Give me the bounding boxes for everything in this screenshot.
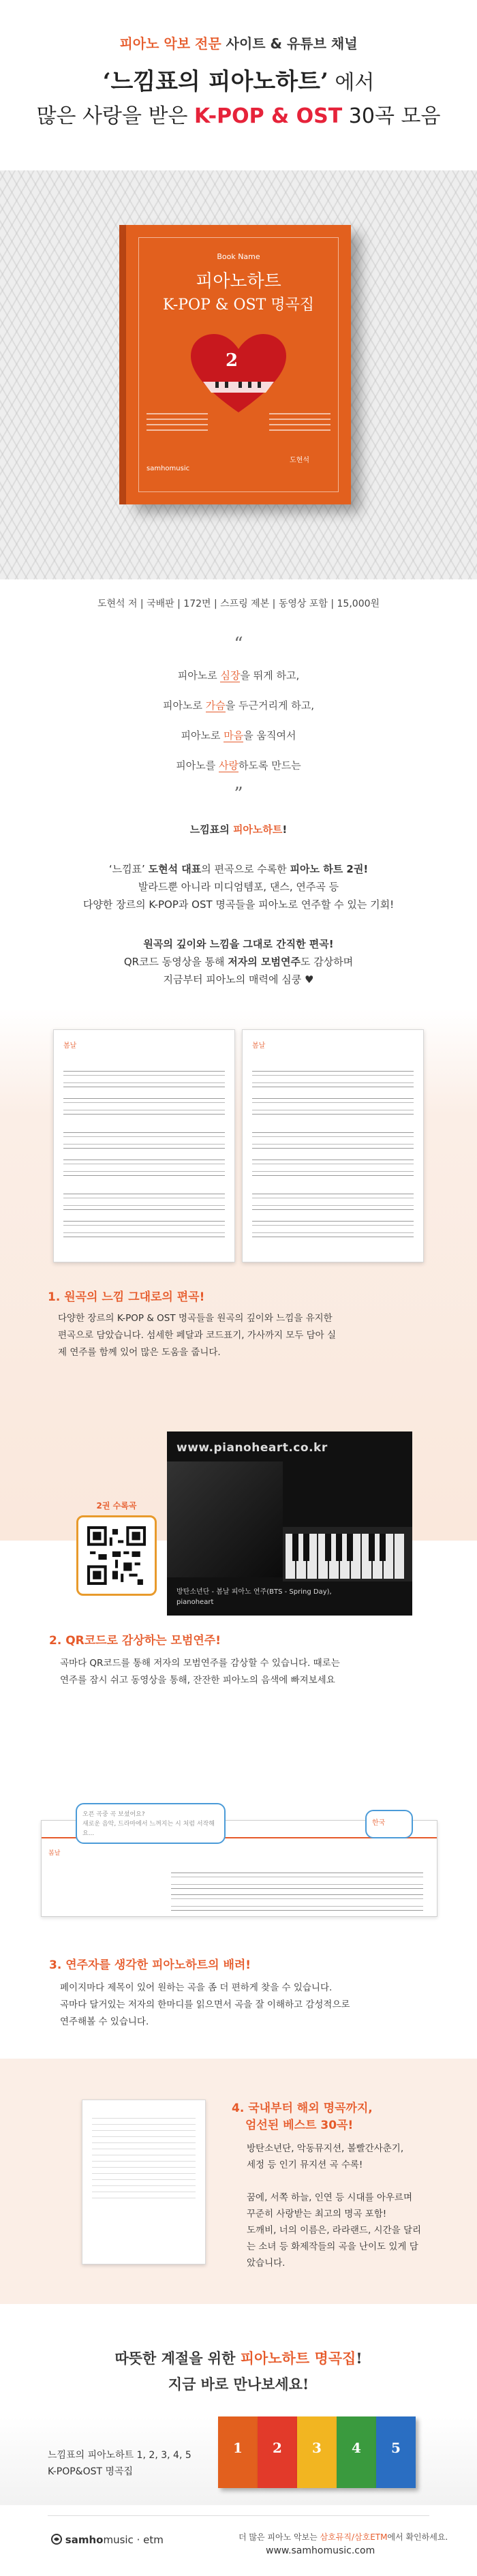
header-subtitle-key: 피아노 악보 전문 bbox=[119, 35, 221, 52]
footer-text: 더 많은 피아노 악보는 bbox=[238, 2532, 320, 2542]
series-book[interactable] bbox=[218, 2416, 258, 2488]
quote-line bbox=[0, 728, 477, 742]
section-line: 연주를 잠시 쉬고 동영상을 통해, 잔잔한 피아노의 음색에 빠져보세요 bbox=[60, 1675, 335, 1686]
book-subtitle: K-POP & OST 명곡집 bbox=[162, 297, 314, 314]
intro-text: QR코드 동영상을 통해 bbox=[123, 956, 228, 968]
sheet-tag: 봄날 bbox=[252, 1042, 266, 1050]
footer-url-link[interactable]: www.samhomusic.com bbox=[266, 2545, 375, 2556]
book-small-label: Book Name bbox=[217, 252, 260, 261]
section-1-title: 1. 원곡의 느낌 그대로의 편곡! bbox=[48, 1290, 205, 1304]
book-publisher-logo: samhomusic bbox=[147, 465, 190, 472]
sheet-music-preview bbox=[242, 1029, 424, 1262]
section-line: 는 소녀 등 화제작들의 곡을 난이도 있게 담 bbox=[247, 2241, 418, 2252]
music-staff bbox=[63, 1194, 225, 1210]
video-thumbnail[interactable] bbox=[167, 1431, 412, 1616]
footer-logo-b: music · etm bbox=[103, 2534, 164, 2546]
table-of-contents-preview bbox=[82, 2100, 206, 2264]
qr-code-icon bbox=[87, 1526, 146, 1585]
section-line: 꿈에, 서쪽 하늘, 인연 등 시대를 아우르며 bbox=[247, 2192, 412, 2203]
music-staff bbox=[252, 1160, 414, 1176]
series-book-number: 3 bbox=[312, 2440, 322, 2456]
footer-logo[interactable] bbox=[51, 2534, 164, 2546]
samho-logo-icon bbox=[51, 2534, 62, 2545]
quote-line-post: 을 뛰게 하고, bbox=[240, 669, 300, 682]
closing-text: 따뜻한 계절을 위한 bbox=[114, 2350, 241, 2367]
series-line: K-POP&OST 명곡집 bbox=[48, 2466, 134, 2477]
section-line: 도깨비, 너의 이름은, 라라랜드, 시간을 달리 bbox=[247, 2225, 422, 2236]
phone-screen bbox=[167, 1461, 283, 1577]
video-caption-line: pianoheart bbox=[176, 1598, 214, 1606]
quote-close-mark: ” bbox=[234, 784, 243, 804]
section-line: 세정 등 인기 뮤지션 곡 수록! bbox=[247, 2160, 363, 2170]
music-staff bbox=[63, 1132, 225, 1149]
section-4-body bbox=[247, 2140, 444, 2271]
music-staff bbox=[252, 1194, 414, 1210]
quote-final-pre: 느낌표의 bbox=[189, 823, 233, 836]
footer-highlight: 삼호뮤직/삼호ETM bbox=[320, 2532, 388, 2542]
book-cover[interactable] bbox=[126, 225, 351, 504]
quote-line-pre: 피아노로 bbox=[177, 669, 221, 682]
quote-final-key: 피아노하트 bbox=[232, 823, 283, 836]
series-book[interactable] bbox=[297, 2416, 337, 2488]
section-line: 곡마다 달거있는 저자의 한마디를 읽으면서 곡을 잘 이해하고 감성적으로 bbox=[60, 1999, 350, 2010]
music-staff bbox=[171, 1894, 423, 1911]
quote-line-key: 마음 bbox=[224, 729, 244, 742]
closing-line-1 bbox=[0, 2348, 477, 2368]
quote-line-pre: 피아노를 bbox=[176, 759, 219, 772]
intro-text: 도 감상하며 bbox=[300, 956, 354, 968]
header-line2-a: 많은 사랑을 받은 bbox=[36, 104, 195, 128]
music-staff bbox=[252, 1071, 414, 1087]
header-title bbox=[0, 63, 477, 96]
header-subtitle-rest: 사이트 & 유튜브 채널 bbox=[221, 35, 358, 52]
series-book[interactable] bbox=[258, 2416, 297, 2488]
series-book-number: 1 bbox=[233, 2440, 243, 2456]
quote-line-pre: 피아노로 bbox=[181, 729, 224, 742]
intro-highlight: 피아노 하트 2권! bbox=[290, 863, 369, 875]
intro-text: ‘느낌표’ bbox=[108, 863, 149, 875]
music-staff bbox=[252, 1132, 414, 1149]
section-4-title-line: 엄선된 베스트 30곡! bbox=[245, 2119, 354, 2132]
section-line: 방탄소년단, 악동뮤지션, 볼빨간사춘기, bbox=[247, 2143, 404, 2154]
series-book-number: 4 bbox=[352, 2440, 361, 2456]
header-title-tail: 에서 bbox=[328, 71, 375, 95]
video-caption-line: 방탄소년단 - 봄날 피아노 연주(BTS - Spring Day), bbox=[176, 1588, 332, 1596]
section-line: 제 연주를 함께 있어 많은 도움을 줍니다. bbox=[58, 1347, 221, 1358]
book-tracklist-left bbox=[147, 409, 208, 435]
series-line: 느낌표의 피아노하트 1, 2, 3, 4, 5 bbox=[48, 2450, 191, 2461]
section-line: 연주해볼 수 있습니다. bbox=[60, 2016, 149, 2027]
bubble-line: 오픈 곡중 곡 보셨어요? bbox=[82, 1811, 145, 1818]
photo-url: www.pianoheart.co.kr bbox=[176, 1441, 328, 1455]
closing-line-2: 지금 바로 만나보세요! bbox=[168, 2376, 309, 2393]
music-staff bbox=[63, 1221, 225, 1237]
quote-line-key: 가슴 bbox=[205, 699, 226, 712]
video-caption bbox=[176, 1587, 332, 1607]
music-staff bbox=[63, 1160, 225, 1176]
quote-line bbox=[0, 758, 477, 772]
closing-text: ! bbox=[356, 2350, 363, 2367]
intro-line-bold: 원곡의 깊이와 느낌을 그대로 간직한 편곡! bbox=[143, 938, 334, 950]
quote-line bbox=[0, 668, 477, 682]
section-line: 편곡으로 담았습니다. 섬세한 페달과 코드표기, 가사까지 모두 담아 실 bbox=[58, 1330, 337, 1341]
intro-line: 지금부터 피아노의 매력에 심쿵 ♥ bbox=[163, 973, 314, 986]
intro-line: 발라드뿐 아니라 미디엄템포, 댄스, 연주곡 등 bbox=[138, 881, 339, 893]
intro-text: 의 편곡으로 수록한 bbox=[201, 863, 290, 875]
qr-code[interactable] bbox=[76, 1515, 157, 1596]
intro-line: 다양한 장르의 K-POP과 OST 명곡들을 피아노로 연주할 수 있는 기회! bbox=[82, 898, 395, 911]
header-title-name: ‘느낌표의 피아노하트’ bbox=[102, 68, 328, 95]
bubble-line: 새로운 음악, 드라마에서 느껴지는 시 처럼 서작해요... bbox=[82, 1821, 215, 1837]
qr-badge bbox=[76, 1500, 157, 1596]
section-line: 곡마다 QR코드를 통해 저자의 모범연주를 감상할 수 있습니다. 때로는 bbox=[60, 1658, 340, 1669]
quote-line-key: 사랑 bbox=[219, 759, 238, 772]
section-line bbox=[247, 2173, 444, 2189]
closing-highlight: 피아노하트 명곡집 bbox=[240, 2350, 356, 2367]
footer-divider bbox=[48, 2515, 429, 2516]
sheet-tag: 봄날 bbox=[63, 1042, 77, 1050]
music-staff bbox=[252, 1098, 414, 1115]
quote-line-pre: 피아노로 bbox=[163, 699, 206, 712]
author-comment-bubble bbox=[76, 1803, 226, 1844]
heart-piano-icon bbox=[191, 334, 286, 416]
book-volume-number: 2 bbox=[226, 350, 238, 371]
quote-line-post: 을 두근거리게 하고, bbox=[225, 699, 314, 712]
section-2-title: 2. QR코드로 감상하는 모범연주! bbox=[49, 1634, 221, 1648]
header-line2-b: 30곡 모음 bbox=[342, 104, 441, 128]
section-4-title-line: 4. 국내부터 해외 명곡까지, bbox=[232, 2102, 373, 2115]
section-3-title: 3. 연주자를 생각한 피아노하트의 배려! bbox=[49, 1958, 251, 1972]
series-book-number: 2 bbox=[273, 2440, 282, 2456]
qr-badge-label: 2권 수록곡 bbox=[96, 1501, 137, 1511]
header-line2-highlight: K-POP & OST bbox=[194, 104, 343, 128]
intro-author: 도현석 대표 bbox=[148, 863, 202, 875]
series-book[interactable] bbox=[337, 2416, 376, 2488]
book-tracklist-right bbox=[269, 409, 330, 435]
intro-paragraph-1 bbox=[0, 860, 477, 913]
header-subtitle bbox=[0, 33, 477, 52]
header-title-line2 bbox=[0, 99, 477, 129]
page-title-bubble: 한국 bbox=[365, 1810, 413, 1838]
intro-paragraph-2 bbox=[0, 935, 477, 988]
sheet-music-preview bbox=[53, 1029, 235, 1262]
footer-text: 에서 확인하세요. bbox=[387, 2532, 448, 2542]
section-line: 다양한 장르의 K-POP & OST 명곡들을 원곡의 깊이와 느낌을 유지한 bbox=[58, 1313, 333, 1324]
footer-logo-a: samho bbox=[65, 2534, 104, 2546]
quote-final bbox=[0, 822, 477, 836]
series-label bbox=[48, 2447, 191, 2480]
quote-line-post: 하도록 만드는 bbox=[238, 759, 301, 772]
book-specs: 도현석 저 | 국배판 | 172면 | 스프링 제본 | 동영상 포함 | 15,000원 bbox=[97, 598, 380, 609]
music-staff bbox=[63, 1098, 225, 1115]
quote-open-mark: “ bbox=[234, 634, 243, 654]
book-author: 도현석 bbox=[290, 457, 309, 464]
quote-line bbox=[0, 698, 477, 712]
section-line: 페이지마다 제목이 있어 원하는 곡을 좀 더 편하게 찾을 수 있습니다. bbox=[60, 1982, 333, 1993]
music-staff bbox=[252, 1221, 414, 1237]
piano-keys-image bbox=[283, 1506, 412, 1581]
music-staff bbox=[63, 1071, 225, 1087]
section-line: 았습니다. bbox=[247, 2258, 286, 2269]
music-staff bbox=[171, 1873, 423, 1889]
quote-final-post: ! bbox=[282, 823, 288, 836]
sheet-tag: 봄날 bbox=[48, 1850, 61, 1857]
footer-info bbox=[238, 2530, 448, 2558]
section-4-title bbox=[232, 2098, 373, 2132]
section-2-body bbox=[60, 1655, 442, 1689]
series-book[interactable] bbox=[376, 2416, 416, 2488]
section-line: 꾸준히 사랑받는 최고의 명곡 포함! bbox=[247, 2209, 387, 2219]
sheet-page-preview bbox=[41, 1811, 437, 1917]
quote-line-post: 을 움직여서 bbox=[243, 729, 296, 742]
section-3-body bbox=[60, 1980, 442, 2031]
book-title: 피아노하트 bbox=[196, 271, 281, 292]
quote-line-key: 심장 bbox=[220, 669, 241, 682]
intro-highlight: 저자의 모범연주 bbox=[228, 956, 301, 968]
series-book-number: 5 bbox=[391, 2440, 401, 2456]
section-1-body bbox=[58, 1310, 440, 1361]
